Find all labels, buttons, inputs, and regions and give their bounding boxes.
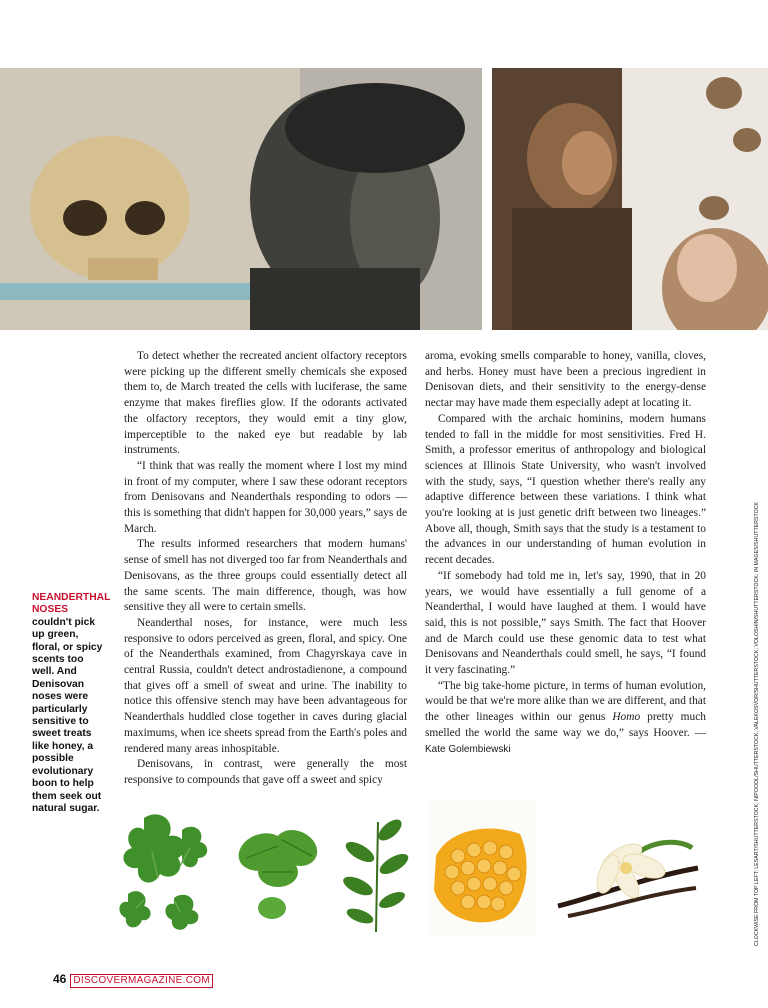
author-signature: Kate Golembiewski [425, 743, 511, 755]
paragraph-text: pretty much smelled the world the same way we do,” says Hoover. — [425, 711, 706, 739]
paragraph: The results informed researchers that modern humans' sense of smell has not diverged too far from Neanderthals and Denisovans, as the three groups could essentially detect all the same scents. The main difference, though, was how sensitive they all were to certain smells. [124, 538, 407, 614]
basil-sprig-icon [338, 812, 414, 934]
site-url-link[interactable]: DISCOVERMAGAZINE.COM [70, 974, 213, 988]
paragraph: Denisovans, in contrast, were generally the most responsive to compounds that gave off a sweet and spicy [124, 758, 407, 786]
paragraph: “I think that was really the moment where I lost my mind in front of my computer, where I saw these odorant receptors from Denisovans and Neanderthals responding to odors — this is something that didn't happen for 30,000 years,” says de March. [124, 459, 407, 535]
caption-highlight: NEANDERTHAL NOSES [32, 592, 111, 616]
hominin-skull-and-bust-photo [0, 68, 482, 330]
photo-credit: CLOCKWISE FROM TOP LEFT: LESART/SHUTTERSTOCK; NIPOOOL/SHUTTERSTOCK; VALEKOSVOR/SHUTTERSTOCK; VOLOSHIN/SHUTTERSTOCK; IN MAGES/SHUTTERSTOCK [754, 501, 760, 946]
paragraph: “If somebody had told me in, let's say, 1990, that in 20 years, we would have essentially a full genome of a Neanderthal, I would have laughed at them. I would have said, this is not possible,” says Smith. The fact that Hoover and de March could use these genomic data to test what Denisovans and Neanderthals could smell, he says, “I found it very fascinating.” [425, 569, 706, 677]
honeycomb-icon [428, 800, 536, 936]
paragraph-text: “The big take-home picture, in terms of human evolution, would be that we're more alike than we are different, and that the other lineages within our genus [425, 679, 706, 724]
paragraph: Neanderthal noses, for instance, were much less responsive to odors perceived as green, floral, and spicy. One of the Neanderthals examined, from Chagyrskaya cave in central Russia, couldn't detect androstadienone, a compound that gives off a smell of sweat and urine. The inability to notice this offensive stench may have been advantageous for Neanderthals huddled close together in caves during glacial maximums, when ice sheets spread from the Earth's poles and rendered many areas inhospitable. [124, 616, 407, 755]
mint-leaves-icon [232, 822, 324, 926]
paragraph [425, 679, 706, 758]
article-column-1 [124, 349, 407, 789]
paragraph: aroma, evoking smells comparable to honey, vanilla, cloves, and herbs. Honey must have been a precious ingredient in Denisovan diets, and their sensitivity to the energy-dense nectar may have made them especially adept at locating it. [425, 350, 706, 410]
caption-text: couldn't pick up green, floral, or spicy scents too well. And Denisovan noses were particularly sensitive to sweet treats like honey, a possible evolutionary boon to help them seek out natural sugar. [32, 616, 103, 814]
paragraph: Compared with the archaic hominins, modern humans tended to fall in the middle for most sensitivities. Fred H. Smith, a professor emeritus of anthropology and biological sciences at Illinois State University, who wasn't involved with the study, says, “I question whether there's really any adaptive difference between these variations. I think what you're looking at is just genetic drift between two lineages.” Above all, though, Smith says that the study is a testament to the advances in our understanding of human evolution in recent decades. [425, 412, 706, 567]
paragraph: To detect whether the recreated ancient olfactory receptors were picking up the different smelly chemicals she exposed them to, de March treated the cells with luciferase, the same enzyme that makes fireflies glow. If the odorants activated the olfactory receptors, they would emit a tiny glow, imperceptible to the naked eye but readable by lab instruments. [124, 350, 407, 457]
neanderthal-model-and-child-photo [492, 68, 768, 330]
article-column-2 [425, 349, 706, 757]
vanilla-flower-icon [552, 818, 704, 924]
page-footer [53, 972, 213, 988]
page-number: 46 [53, 972, 67, 986]
genus-name: Homo [612, 711, 641, 724]
parsley-leaves-icon [114, 808, 216, 934]
photo-caption [32, 592, 111, 815]
